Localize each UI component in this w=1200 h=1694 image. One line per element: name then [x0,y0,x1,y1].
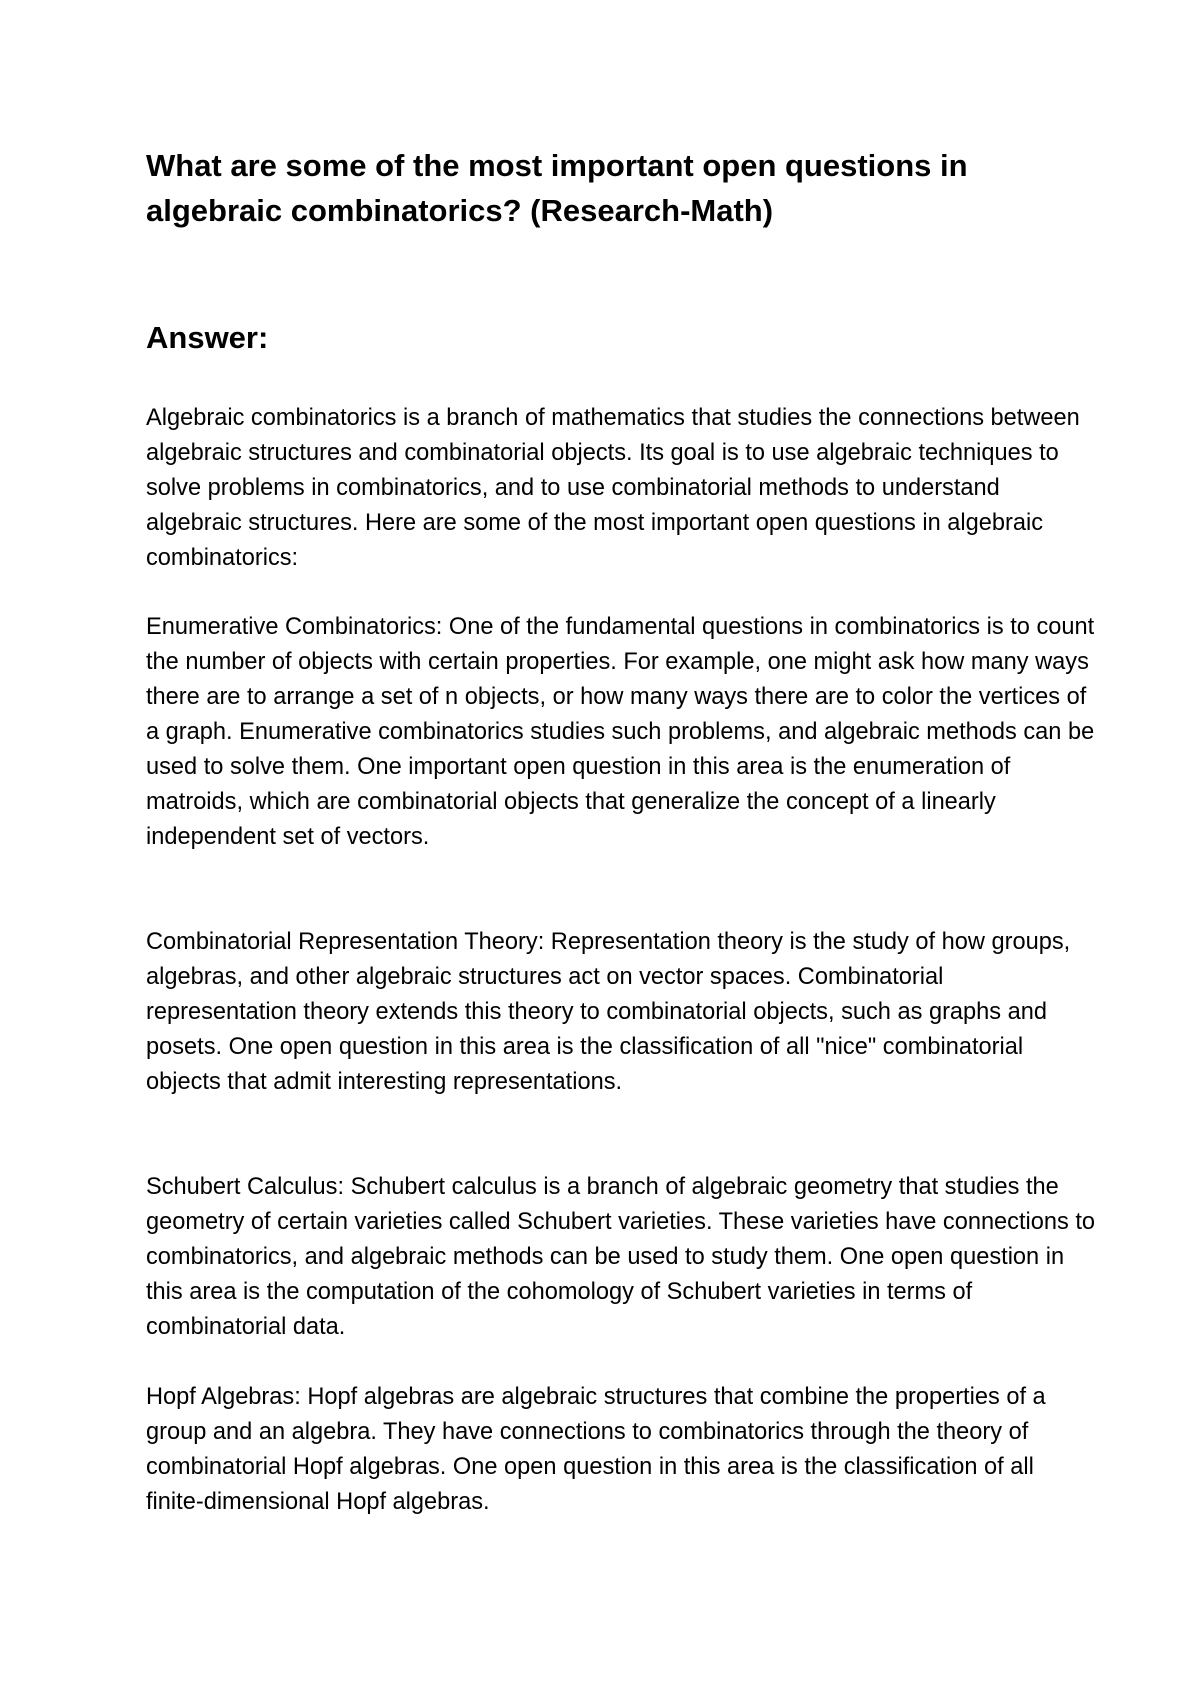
document-title: What are some of the most important open questions in algebraic combinatorics? (Research-Math) [146,148,968,228]
enumerative-combinatorics-paragraph: Enumerative Combinatorics: One of the fundamental questions in combinatorics is to count the number of objects with certain properties. For example, one might ask how many ways there are to arrange a set of n objects, or how many ways there are to color the vertices of a graph. Enumerative combinatorics studies such problems, and algebraic methods can be used to solve them. One important open question in this area is the enumeration of matroids, which are combinatorial objects that generalize the concept of a linearly independent set of vectors. [146,614,1095,850]
answer-heading: Answer: [146,320,269,355]
intro-paragraph: Algebraic combinatorics is a branch of mathematics that studies the connections between algebraic structures and combinatorial objects. Its goal is to use algebraic techniques to solve problems in combinatorics, and to use combinatorial methods to understand algebraic structures. Here are some of the most important open questions in algebraic combinatorics: [146,405,1080,571]
hopf-algebras-paragraph: Hopf Algebras: Hopf algebras are algebraic structures that combine the properties of a group and an algebra. They have connections to combinatorics through the theory of combinatorial Hopf algebras. One open question in this area is the classification of all finite-dimensional Hopf algebras. [146,1384,1046,1515]
schubert-calculus-paragraph: Schubert Calculus: Schubert calculus is a branch of algebraic geometry that studies the geometry of certain varieties called Schubert varieties. These varieties have connections to combinatorics, and algebraic methods can be used to study them. One open question in this area is the computation of the cohomology of Schubert varieties in terms of combinatorial data. [146,1174,1096,1340]
combinatorial-representation-theory-paragraph: Combinatorial Representation Theory: Representation theory is the study of how groups, algebras, and other algebraic structures act on vector spaces. Combinatorial representation theory extends this theory to combinatorial objects, such as graphs and posets. One open question in this area is the classification of all "nice" combinatorial objects that admit interesting representations. [146,929,1071,1095]
